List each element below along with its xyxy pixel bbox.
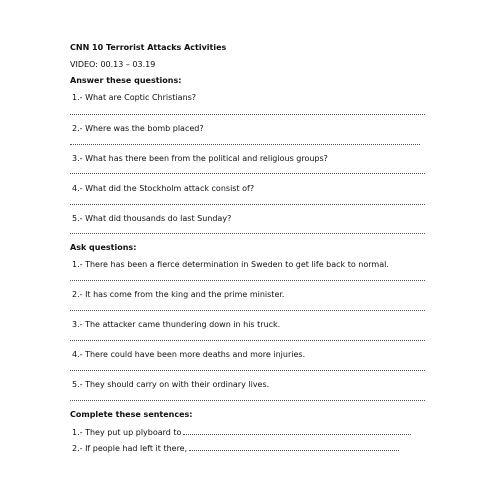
answer-line-2 — [70, 144, 420, 145]
complete-section-heading: Complete these sentences: — [70, 410, 193, 419]
answer-question-3: 3.- What has there been from the political and religious groups? — [72, 154, 328, 163]
ask-item-1: 1.- There has been a fierce determination in Sweden to get life back to normal. — [72, 260, 389, 269]
answer-line-3 — [70, 173, 425, 174]
ask-item-2: 2.- It has come from the king and the prime minister. — [72, 290, 285, 299]
complete-item-1 — [72, 427, 411, 438]
ask-item-3: 3.- The attacker came thundering down in his truck. — [72, 320, 281, 329]
ask-item-5: 5.- They should carry on with their ordinary lives. — [72, 380, 270, 389]
ask-item-4: 4.- There could have been more deaths and more injuries. — [72, 350, 306, 359]
answer-question-5: 5.- What did thousands do last Sunday? — [72, 214, 232, 223]
answer-question-1: 1.- What are Coptic Christians? — [72, 93, 197, 102]
ask-section-heading: Ask questions: — [70, 243, 137, 252]
ask-line-5 — [70, 400, 425, 401]
answer-section-heading: Answer these questions: — [70, 76, 182, 85]
ask-line-2 — [70, 310, 425, 311]
ask-line-4 — [70, 370, 425, 371]
complete-item-2-text: 2.- If people had left it there, — [72, 444, 188, 453]
answer-line-4 — [70, 204, 425, 205]
answer-question-2: 2.- Where was the bomb placed? — [72, 124, 204, 133]
complete-item-2 — [72, 443, 399, 454]
answer-question-4: 4.- What did the Stockholm attack consist of? — [72, 184, 255, 193]
answer-line-1 — [70, 114, 425, 115]
worksheet-title: CNN 10 Terrorist Attacks Activities — [70, 43, 227, 52]
ask-line-3 — [70, 340, 425, 341]
complete-fill-line-2 — [189, 443, 399, 451]
complete-fill-line-1 — [183, 427, 411, 435]
ask-line-1 — [70, 280, 425, 281]
answer-line-5 — [70, 233, 425, 234]
video-timestamp: VIDEO: 00.13 – 03.19 — [70, 60, 156, 69]
complete-item-1-text: 1.- They put up plyboard to — [72, 428, 182, 437]
